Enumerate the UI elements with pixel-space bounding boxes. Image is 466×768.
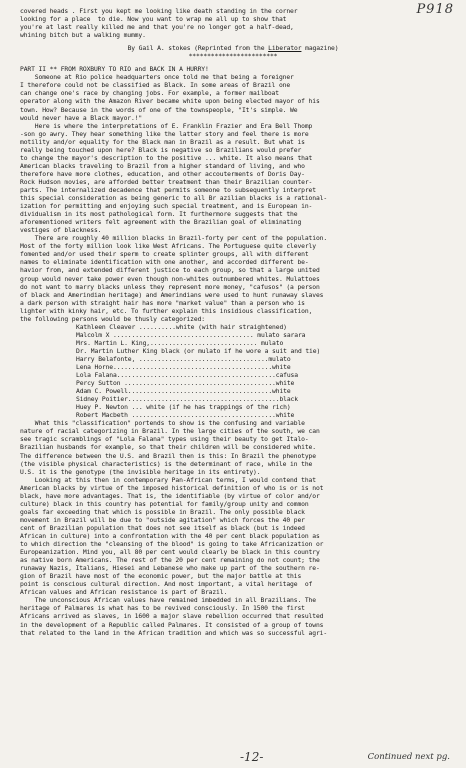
list-item: Sidney Poitier.........................................black <box>76 396 298 404</box>
text-line: movement in Brazil will be due to "outside agitation" which forces the 40 per <box>20 516 305 524</box>
byline-stars: ************************ <box>188 53 278 61</box>
text-line: vestiges of blackness. <box>20 227 102 235</box>
handwritten-page-reference: P918 <box>416 2 454 17</box>
text-line: PART II ** FROM ROXBURY TO RIO and BACK IN A HURRY! <box>20 66 209 74</box>
list-item: Huey P. Newton ... white (if he has trappings of the rich) <box>76 404 291 412</box>
list-item: Percy Sutton .........................................white <box>76 380 295 388</box>
text-line: group would never take power even though non-whites outnumbered whites. Mulattoes <box>20 275 320 283</box>
text-line: African values and African resistance is part of Brazil. <box>20 589 228 597</box>
text-line: a dark person with straight hair has more "market value" than a person who is <box>20 299 305 307</box>
text-line: ization for permitting and enjoying such special treatment, and is European in- <box>20 203 313 211</box>
byline-prefix: By Gail A. stokes (Reprinted from the <box>127 45 269 53</box>
text-line: therefore have more clothes, education, and other accouterments of Doris Day- <box>20 170 305 178</box>
text-line: in the development of a Republic called Palmares. It consisted of a group of towns <box>20 621 324 629</box>
text-line: really being touched upon here? Black is negative so Brazilians would prefer <box>20 146 302 154</box>
handwritten-continued-note: Continued next pg. <box>367 752 450 762</box>
text-line: Rock Hudson movies, are afforded better treatment than their Brazilian counter- <box>20 178 313 186</box>
text-line: havior from, and extended different justice to each group, so that a large united <box>20 267 320 275</box>
article-byline <box>20 45 446 53</box>
text-line: The unconscious African values have remained imbedded in all Brazilians. The <box>20 597 316 605</box>
list-item: Malcolm X ...................................... mulato sarara <box>76 331 306 339</box>
text-line: point is conscious cultural direction. And most important, a vital heritage of <box>20 581 313 589</box>
text-line: parts. The internalized decadence that permits someone to subsequently interpret <box>20 186 316 194</box>
text-line: would never have a Black mayor.!" <box>20 114 143 122</box>
text-line: motility and/or equality for the Black man in Brazil as a result. But what is <box>20 138 305 146</box>
text-line: covered heads . First you kept me looking like death standing in the corner <box>20 8 298 15</box>
text-line: black, have more advantages. That is, the identifiable (by virtue of color and/or <box>20 492 320 500</box>
text-line: The difference between the U.S. and Brazil then is this: In Brazil the phenotype <box>20 452 316 460</box>
text-line: this special consideration as being generic to all Br azilian blacks is a rational- <box>20 195 328 203</box>
intro-paragraph <box>20 8 446 40</box>
byline-suffix: magazine) <box>301 45 339 53</box>
text-line: looking for a place to die. Now you want to wrap me all up to show that <box>20 16 287 24</box>
list-item: Dr. Martin Luther King black (or mulato if he wore a suit and tie) <box>76 347 321 355</box>
text-line: What this "classification" portends to show is the confusing and variable <box>20 420 305 428</box>
text-line: of black and Amerindian heritage) and Amerindians were used to hunt runaway slaves <box>20 291 324 299</box>
text-line: (the visible physical characteristics) is the determinant of race, while in the <box>20 460 313 468</box>
text-line: see tragic scramblings of "Lola Falana" types using their beauty to get Italo- <box>20 436 309 444</box>
article-body <box>20 66 446 324</box>
text-line: town. How? Because in the words of one of the townspeople, "It's simple. We <box>20 106 298 114</box>
text-line: Africans arrived as slaves, in 1600 a major slave rebellion occurred that resulted <box>20 613 324 621</box>
text-line: -son go awry. They hear something like the latter story and feel there is more <box>20 130 309 138</box>
text-line: aforementioned writers felt agreement with the Brazilian goal of eliminating <box>20 219 302 227</box>
text-line: that related to the land in the African tradition and which was so successful agri- <box>20 629 328 637</box>
publication-name: Liberator <box>268 45 302 53</box>
text-line: heritage of Palmares is what has to be revived consciously. In 1500 the first <box>20 605 305 613</box>
text-line: Someone at Rio police headquarters once told me that being a foreigner <box>20 74 294 82</box>
list-item: Robert Macbeth .......................................white <box>76 412 295 420</box>
text-line: names to eliminate identification with one another, and accorded different be- <box>20 259 309 267</box>
text-line: do not want to marry blacks unless they represent more money, "cafusos" (a person <box>20 283 320 291</box>
document-page <box>20 8 446 638</box>
article-closing <box>20 420 446 637</box>
text-line: as native born Americans. The rest of the 20 per cent remaining do not count; the <box>20 557 320 565</box>
text-line: nature of racial categorizing in Brazil. In the large cities of the south, we can <box>20 428 320 436</box>
list-item: Lena Horne...........................................white <box>76 364 291 372</box>
classification-list <box>20 324 446 421</box>
text-line: to which direction the "cleansing of the blood" is going to take Africanization or <box>20 541 324 549</box>
list-item: Adam C. Powell.......................................white <box>76 388 291 396</box>
text-line: to change the mayor's description to the positive ... white. It also means that <box>20 154 313 162</box>
text-line: Brazilian husbands for example, so that their children will be considered white. <box>20 444 316 452</box>
text-line: fomented and/or used their sperm to create splinter groups, all with different <box>20 251 309 259</box>
handwritten-page-number: -12- <box>240 750 264 764</box>
text-line: can change one's race by changing jobs. For example, a former mailboat <box>20 90 279 98</box>
text-line: cent of Brazilian population that does not see itself as black (but is indeed <box>20 524 305 532</box>
text-line: runaway Nazis, Italians, Hiesei and Lebanese who make up part of the southern re- <box>20 565 320 573</box>
text-line: whining bitch but a walking mummy. <box>20 32 146 40</box>
text-line: Looking at this then in contemporary Pan-African terms, I would contend that <box>20 476 316 484</box>
text-line: African in culture) into a confrontation with the 40 per cent black population as <box>20 533 320 540</box>
list-item: Harry Belafonte, ...................................mulato <box>76 355 291 363</box>
text-line: the following persons would be thusly categorized: <box>20 315 205 323</box>
text-line: you're at last really killed me and that you're no longer got a half-dead, <box>20 24 294 32</box>
text-line: gion of Brazil have most of the economic power, but the major battle at this <box>20 573 302 581</box>
list-item: Mrs. Martin L. King,............................. mulato <box>76 339 284 347</box>
text-line: I therefore could not be classified as Black. In some areas of Brazil one <box>20 82 291 90</box>
text-line: dividualism in its most pathological form. It furthermore suggests that the <box>20 211 298 219</box>
text-line: operator along with the Amazon River became white upon being elected mayor of his <box>20 98 320 106</box>
text-line: There are roughly 40 million blacks in Brazil-forty per cent of the population. <box>20 235 328 243</box>
text-line: culture) black in this country has potential for family/group unity and common <box>20 500 309 508</box>
text-line: Here is where the interpretations of E. Franklin Frazier and Era Bell Thomp <box>20 122 313 130</box>
text-line: Most of the forty million look like West Africans. The Portuguese quite cleverly <box>20 243 316 251</box>
text-line: Europeanization. Mind you, all 80 per cent would clearly be black in this country <box>20 549 320 557</box>
text-line: goals far exceeding that which is possible in Brazil. The only possible black <box>20 508 305 516</box>
text-line: lighter with kinky hair, etc. To further explain this insidious classification, <box>20 307 313 315</box>
list-item: Kathleen Cleaver ..........white (with hair straightened) <box>76 323 287 331</box>
text-line: American blacks traveling to Brazil from a higher standard of living, and who <box>20 162 305 170</box>
list-item: Lola Falana...........................................cafusa <box>76 372 298 380</box>
text-line: American blacks by virtue of the imposed historical definition of who is or is not <box>20 484 324 492</box>
text-line: U.S. it is the genotype (the invisible heritage in its entirety). <box>20 468 261 476</box>
